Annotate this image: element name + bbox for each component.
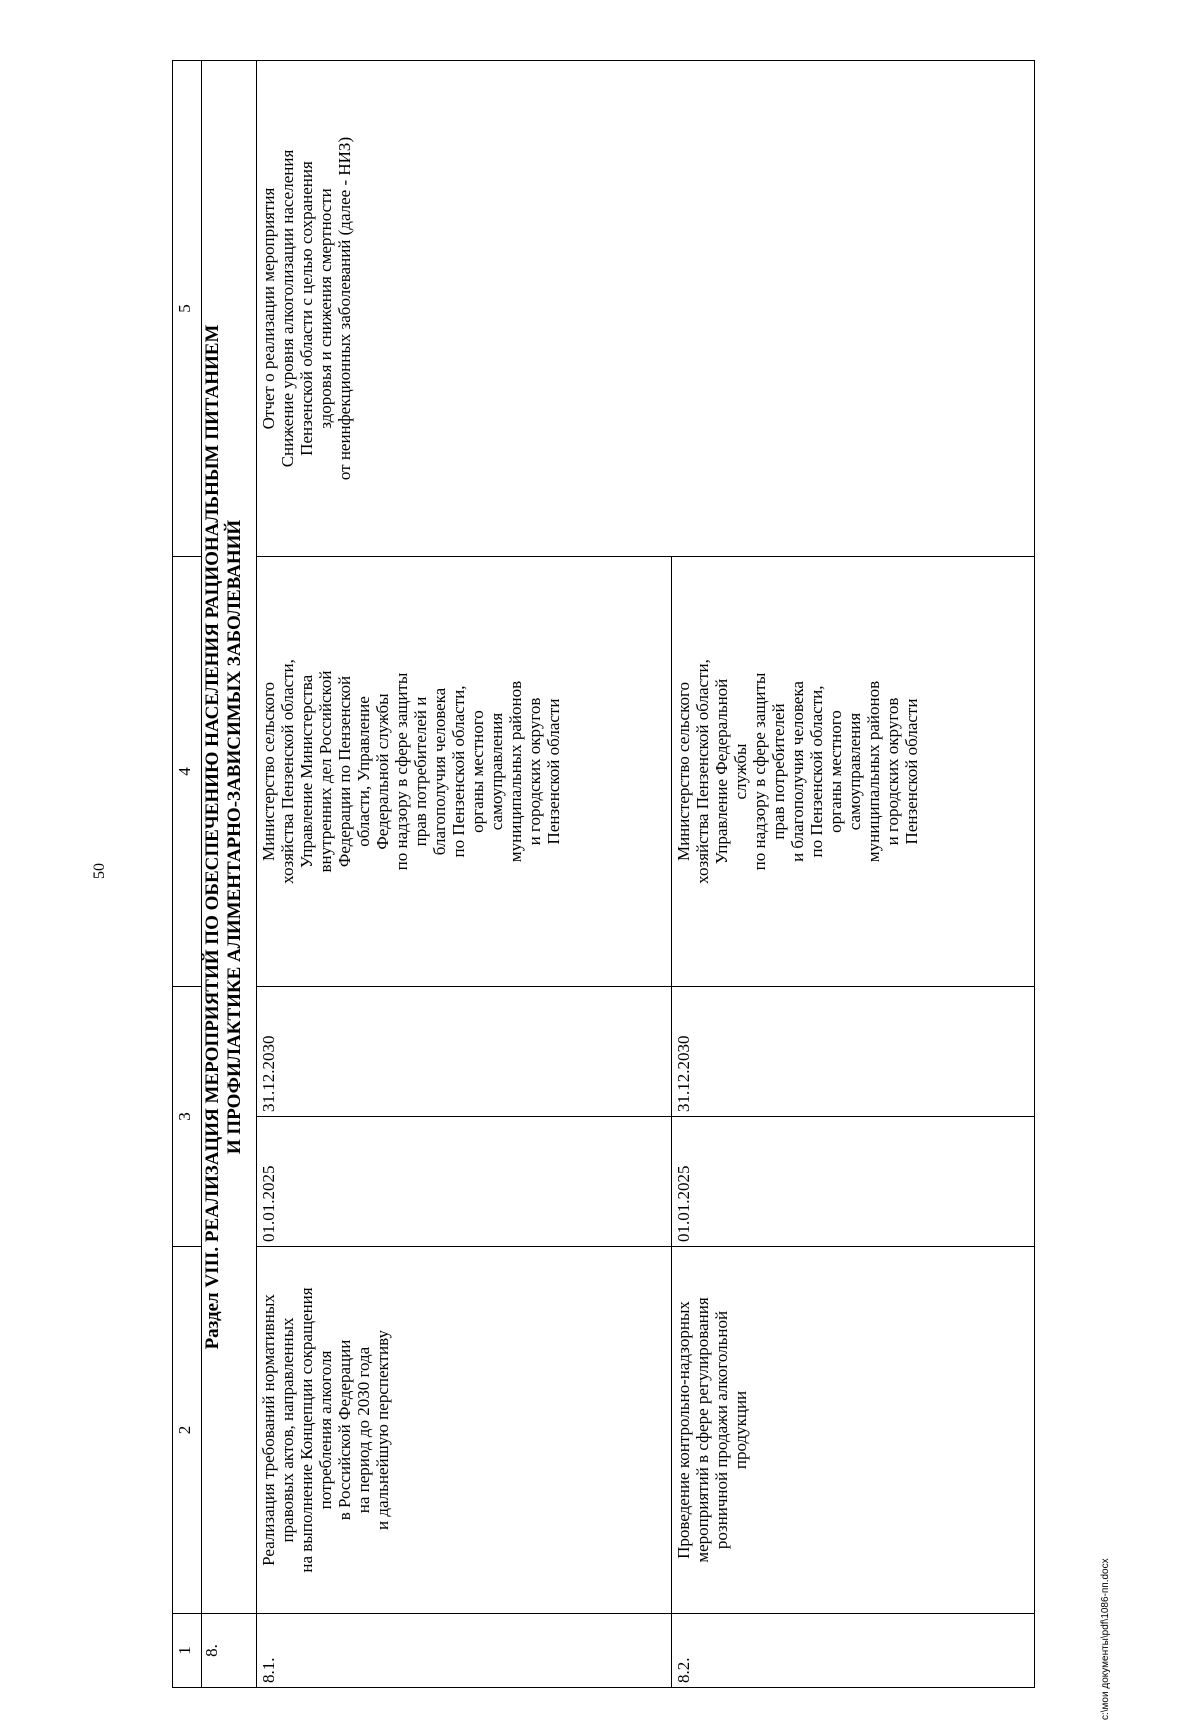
header-col-4: 4 xyxy=(173,557,202,987)
footer-file-path: c:\мои документы\pdf\1086-пп.docx xyxy=(1100,1558,1111,1720)
header-col-2: 2 xyxy=(173,1247,202,1614)
section-row xyxy=(202,61,257,1688)
document-table-rotated xyxy=(172,61,1022,1688)
start-date: 01.01.2025 xyxy=(672,1117,1035,1247)
expected-result: Отчет о реализации мероприятия Снижение уровня алкоголизации населения Пензенской области с целью сохранения здоровья и снижения смертности от неинфекционных заболеваний (далее - НИЗ) xyxy=(257,61,1035,557)
table-header-row xyxy=(173,61,202,1688)
header-col-3: 3 xyxy=(173,987,202,1247)
measure-name: Проведение контрольно-надзорных мероприятий в сфере регулирования розничной продажи алкогольной продукции xyxy=(672,1247,1035,1614)
row-number: 8.2. xyxy=(672,1614,1035,1688)
end-date: 31.12.2030 xyxy=(672,987,1035,1117)
header-col-5: 5 xyxy=(173,61,202,557)
measures-table xyxy=(172,60,1035,1688)
row-number: 8.1. xyxy=(257,1614,672,1688)
page-number: 50 xyxy=(91,863,108,879)
table-row xyxy=(257,61,672,1688)
start-date: 01.01.2025 xyxy=(257,1117,672,1247)
section-title xyxy=(202,61,257,1614)
header-col-1: 1 xyxy=(173,1614,202,1688)
measure-name: Реализация требований нормативных правовых актов, направленных на выполнение Концепции сокращения потребления алкоголя в Российской Федерации на период до 2030 года и дальнейшую перспективу xyxy=(257,1247,672,1614)
section-title-line1: Раздел VIII. РЕАЛИЗАЦИЯ МЕРОПРИЯТИЙ ПО ОБЕСПЕЧЕНИЮ НАСЕЛЕНИЯ РАЦИОНАЛЬНЫМ ПИТАНИЕМ xyxy=(202,324,223,1350)
section-number: 8. xyxy=(202,1614,257,1688)
executors: Министерство сельского хозяйства Пензенской области, Управление Министерства внутренних дел Российской Федерации по Пензенской области, Управление Федеральной службы по надзору в сфере защиты прав потребителей и благополучия человека по Пензенской области, органы местного самоуправления муниципальных районов и городских округов Пензенской области xyxy=(257,557,672,987)
executors: Министерство сельского хозяйства Пензенской области, Управление Федеральной службы по надзору в сфере защиты прав потребителей и благополучия человека по Пензенской области, органы местного самоуправления муниципальных районов и городских округов Пензенской области xyxy=(672,557,1035,987)
end-date: 31.12.2030 xyxy=(257,987,672,1117)
section-title-line2: И ПРОФИЛАКТИКЕ АЛИМЕНТАРНО-ЗАВИСИМЫХ ЗАБОЛЕВАНИЙ xyxy=(223,519,245,1155)
